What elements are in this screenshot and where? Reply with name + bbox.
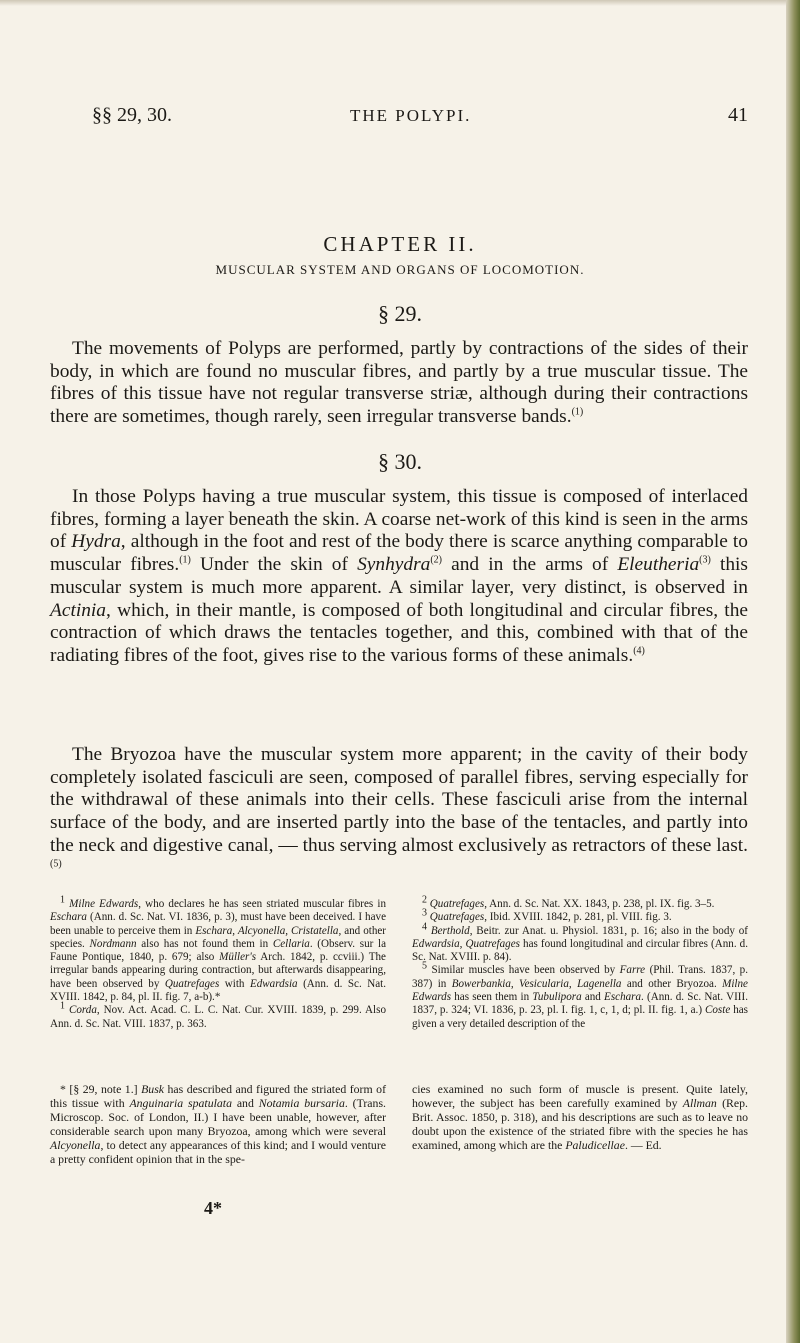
footnote-ref-3: (3) (699, 554, 711, 566)
fn4-text-a: , Beitr. zur Anat. u. Physiol. 1831, p. 16; also in the body of (469, 924, 749, 937)
s30-eleutheria: Eleutheria (617, 554, 700, 576)
ed-text-e: , to detect any appearances of this kind; and I would venture a pretty confident opinion that in the spe- (50, 1138, 386, 1167)
s30-text-b: , although in the foot and rest of the body there is scarce anything comparable to muscular fibres. (50, 531, 748, 576)
fn5-text-a: Similar muscles have been observed by (427, 964, 620, 977)
footnote-ref-2: (2) (430, 554, 442, 566)
footnote-1 (50, 894, 386, 1004)
fn5-coste: Coste (704, 1004, 731, 1017)
fn5-tubulipora: Tubulipora (532, 991, 582, 1004)
ed-text-f: cies examined no such form of muscle is present. Quite lately, however, the subject has been carefully examined by (412, 1082, 748, 1111)
footnote-1-corda (50, 1000, 387, 1031)
fn5-text-e: and (581, 991, 605, 1004)
footnote-ref-5: (5) (50, 858, 62, 870)
editor-note-part-1 (50, 1082, 386, 1167)
fn5-farre: Farre (619, 964, 646, 977)
ed-text-d: . (Trans. Microscop. Soc. of London, II.) I have been unable, however, after considerable search upon many Bryozoa, among which were several (50, 1096, 386, 1139)
ed-busk: Busk (141, 1082, 165, 1096)
running-head-title: THE POLYPI. (350, 106, 472, 125)
footnote-ref-1: (1) (571, 406, 584, 418)
fn1-nordmann: Nordmann (89, 937, 137, 950)
fn1-cellaria: Cellaria (272, 937, 310, 950)
footnote-1b-number: 1 (60, 1000, 65, 1012)
editor-note-left-column (50, 1082, 386, 1167)
fn1-text-g: with (219, 977, 250, 990)
s30-text-a: In those Polyps having a true muscular system, this tissue is composed of interlaced fibres, forming a layer beneath the skin. A coarse net-work of this kind is seen in the arms of (50, 486, 748, 553)
fn1-text-f: Arch. 1842, p. ccviii.) The irregular bands appearing during contraction, but afterwards disappearing, have been observed by (50, 951, 386, 990)
fn4-species: Edwardsia, Quatrefages (412, 937, 520, 950)
footnote-5 (412, 960, 749, 1030)
ed-anguinaria: Anguinaria spatulata (129, 1096, 232, 1111)
s30-bryozoa-text: The Bryozoa have the muscular system more apparent; in the cavity of their body completely isolated fasciculi are seen, composed of parallel fibres, serving especially for the withdrawal of these animals into their cells. These fasciculi arise from the internal surface of the body, and are inserted partly into the base of the tentacles, and partly into the neck and digestive canal, — thus serving almost exclusively as retractors of these last. (50, 744, 748, 856)
section-30-paragraph-2 (50, 744, 748, 880)
fn2-text: , Ann. d. Sc. Nat. XX. 1843, p. 238, pl. IX. fig. 3–5. (484, 898, 715, 910)
editor-note-part-2 (412, 1082, 748, 1152)
ed-notamia: Notamia bursaria (258, 1096, 345, 1111)
footnote-2 (412, 894, 748, 911)
fn1-text-d: also has not found them in (136, 937, 273, 950)
fn5-text-g: has given a very detailed description of the (412, 1004, 748, 1030)
fn5-milne: Milne Edwards (412, 977, 748, 1004)
chapter-title: CHAPTER II. (323, 232, 477, 256)
chapter-subtitle: MUSCULAR SYSTEM AND ORGANS OF LOCOMOTION. (215, 262, 585, 277)
s30-synhydra: Synhydra (357, 554, 431, 576)
fn5-text-c: and other Bryozoa. (621, 977, 723, 990)
fn4-text-b: has found longitudinal and circular fibres (Ann. d. Sc. Nat. XVIII. p. 84). (412, 937, 748, 964)
footnote-ref-4: (4) (633, 645, 645, 657)
fn1-text-b: (Ann. d. Sc. Nat. VI. 1836, p. 3), must have been deceived. I have been unable to perceive them in (50, 911, 386, 937)
fn1-text-c: and other species. (50, 924, 386, 950)
s30-text-f: , which, in their mantle, is composed of both longitudinal and circular fibres, the contraction of which draws the tentacles together, and this, combined with that of the radiating fibres of the foot, gives rise to the various forms of these animals. (50, 599, 748, 666)
fn1b-text: , Nov. Act. Acad. C. L. C. Nat. Cur. XVIII. 1839, p. 299. Also Ann. d. Sc. Nat. VIII. 1837, p. 363. (50, 1004, 387, 1030)
s30-actinia: Actinia (50, 599, 107, 621)
ed-paludicellae: Paludicellae (565, 1138, 625, 1153)
fn1-quatrefages: Quatrefages (164, 977, 220, 990)
footnote-3 (412, 907, 748, 924)
footnote-4-number: 4 (422, 920, 427, 932)
fn5-text-f: . (Ann. d. Sc. Nat. VIII. 1837, p. 324; VI. 1836, p. 23, pl. I. fig. 1, c, 1, d; pl. II. fig. 1, a.) (412, 991, 748, 1017)
footnotes-right-column (412, 894, 749, 1031)
section-29-text: The movements of Polyps are performed, partly by contractions of the sides of their body, in which are found no muscular fibres, and partly by a true muscular tissue. The fibres of this tissue have not regular transverse striæ, although during their contractions there are sometimes, though rarely, seen irregular transverse bands. (50, 338, 748, 428)
footnotes-left-column (50, 894, 387, 1031)
ed-text-g: (Rep. Brit. Assoc. 1850, p. 318), and his descriptions are such as to leave no doubt upon the existence of the striated fibre with the species he has examined, among which are the (412, 1096, 748, 1153)
fn1-text-h: (Ann. d. Sc. Nat. XVIII. 1842, p. 84, pl. II. fig. 7, a-b).* (50, 977, 386, 1004)
fn5-species: Bowerbankia, Vesicularia, Lagenella (451, 977, 622, 990)
running-head-sections: §§ 29, 30. (92, 104, 172, 126)
section-29-heading: § 29. (378, 301, 422, 326)
s30-text-c: Under the skin of (190, 554, 358, 576)
fn1-eschara: Eschara (50, 911, 87, 924)
page-top-edge (0, 0, 800, 6)
footnote-ref-1b: (1) (179, 554, 191, 566)
section-29-paragraph (50, 338, 748, 429)
fn5-eschara: Eschara (604, 991, 642, 1004)
s30-text-d: and in the arms of (442, 554, 618, 576)
fn1-text-a: , who declares he has seen striated muscular fibres in (138, 898, 386, 910)
fn1b-author: Corda (68, 1004, 97, 1017)
ed-allman: Allman (682, 1096, 717, 1111)
page-number: 41 (728, 104, 748, 126)
fn1-muller: Müller's (219, 951, 257, 964)
fn1-edwardsia: Edwardsia (249, 977, 298, 990)
footnote-5-number: 5 (422, 960, 427, 972)
footnote-4 (412, 920, 749, 965)
fn3-author: Quatrefages (429, 911, 485, 924)
fn1-species: Eschara, Alcyonella, Cristatella, (195, 924, 342, 937)
fn5-text-b: (Phil. Trans. 1837, p. 387) in (412, 964, 749, 990)
page-binding-edge (786, 0, 800, 1343)
fn1-text-e: . (Observ. sur la Faune Pontique, 1840, p. 679; also (50, 937, 386, 964)
fn1-author: Milne Edwards (69, 898, 139, 910)
running-head (92, 104, 748, 130)
section-30-heading: § 30. (378, 449, 422, 474)
ed-text-c: and (231, 1096, 259, 1111)
fn3-text: , Ibid. XVIII. 1842, p. 281, pl. VIII. fig. 3. (484, 911, 672, 924)
section-30-paragraph-1 (50, 486, 748, 668)
footnote-3-number: 3 (422, 907, 427, 919)
ed-text-h: . — Ed. (624, 1138, 662, 1153)
s30-text-e: this muscular system is much more apparent. A similar layer, very distinct, is observed in (50, 554, 748, 598)
footnote-2-number: 2 (422, 894, 427, 906)
s30-hydra: Hydra (71, 531, 121, 553)
fn4-author: Berthold (430, 924, 470, 937)
fn5-text-d: has seen them in (451, 991, 533, 1004)
footnote-1-number: 1 (60, 894, 65, 906)
signature-mark: 4* (204, 1198, 222, 1218)
editor-note-right-column (412, 1082, 748, 1152)
ed-text-b: has described and figured the striated form of this tissue with (50, 1082, 386, 1111)
fn2-author: Quatrefages (429, 898, 485, 910)
ed-text-a: * [§ 29, note 1.] (60, 1082, 142, 1096)
ed-alcyonella: Alcyonella (50, 1138, 101, 1153)
